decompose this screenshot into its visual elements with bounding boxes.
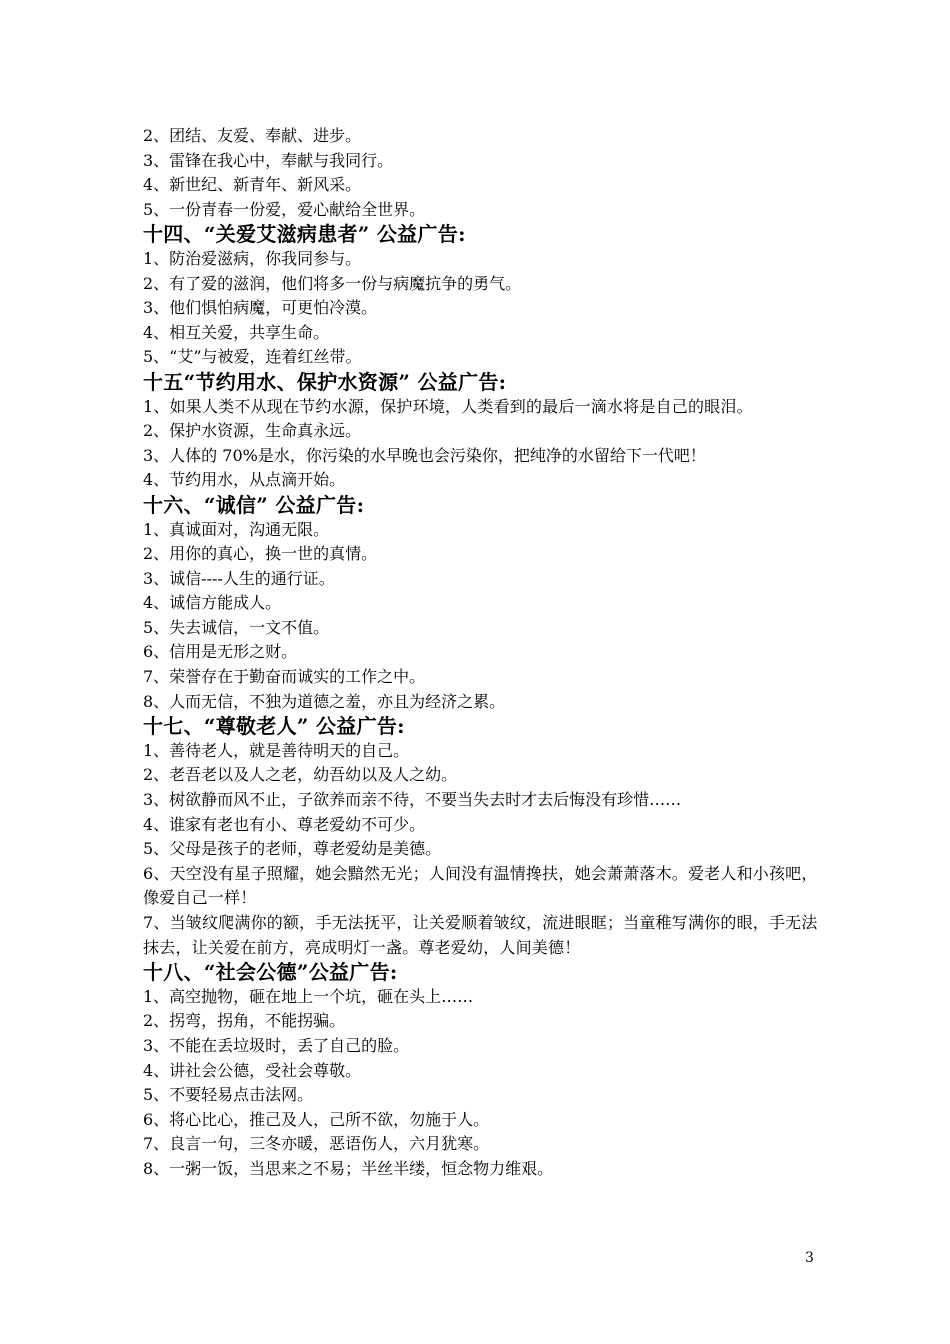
list-item: 8、人而无信，不独为道德之羞，亦且为经济之累。 — [143, 691, 506, 711]
list-item: 6、信用是无形之财。 — [143, 642, 298, 662]
section-volunteer-slogans — [143, 124, 823, 222]
list-item: 5、父母是孩子的老师，尊老爱幼是美德。 — [143, 839, 442, 859]
section-water-saving — [143, 370, 823, 493]
list-item: 2、保护水资源，生命真永远。 — [143, 421, 362, 441]
list-item: 5、失去诚信，一文不值。 — [143, 617, 330, 637]
list-item: 2、有了爱的滋润，他们将多一份与病魔抗争的勇气。 — [143, 273, 522, 293]
section-heading: 十六、“诚信” 公益广告: — [143, 492, 365, 517]
list-item: 5、“艾”与被爱，连着红丝带。 — [143, 347, 362, 367]
list-item: 1、善待老人，就是善待明天的自己。 — [143, 740, 410, 760]
list-item: 6、天空没有星子照耀，她会黯然无光；人间没有温情搀扶，她会萧萧落木。爱老人和小孩吧，像爱自己一样！ — [143, 863, 818, 908]
section-heading: 十七、“尊敬老人” 公益广告: — [143, 714, 405, 739]
list-item: 4、谁家有老也有小、尊老爱幼不可少。 — [143, 814, 426, 834]
list-item: 7、荣誉存在于勤奋而诚实的工作之中。 — [143, 667, 426, 687]
list-item: 6、将心比心，推己及人，己所不欲，勿施于人。 — [143, 1109, 490, 1129]
list-item: 2、拐弯，拐角，不能拐骗。 — [143, 1011, 346, 1031]
section-aids-care — [143, 222, 823, 370]
list-item: 4、讲社会公德，受社会尊敬。 — [143, 1060, 362, 1080]
list-item: 1、防治爱滋病，你我同参与。 — [143, 248, 362, 268]
list-item: 3、诚信----人生的通行证。 — [143, 568, 335, 588]
section-social-morality — [143, 960, 823, 1181]
list-item: 5、不要轻易点击法网。 — [143, 1085, 314, 1105]
list-item: 1、真诚面对，沟通无限。 — [143, 519, 330, 539]
list-item: 5、一份青春一份爱，爱心献给全世界。 — [143, 199, 426, 219]
section-heading: 十五“节约用水、保护水资源” 公益广告: — [143, 369, 507, 394]
section-respect-elders — [143, 714, 823, 960]
list-item: 3、树欲静而风不止，子欲养而亲不待，不要当失去时才去后悔没有珍惜…… — [143, 790, 682, 810]
list-item: 4、相互关爱，共享生命。 — [143, 322, 330, 342]
list-item: 7、良言一句，三冬亦暖，恶语伤人，六月犹寒。 — [143, 1134, 490, 1154]
document-body — [143, 124, 823, 1182]
list-item: 4、诚信方能成人。 — [143, 593, 282, 613]
page-number: 3 — [805, 1250, 814, 1266]
list-item: 3、他们惧怕病魔，可更怕冷漠。 — [143, 298, 378, 318]
list-item: 3、人体的 70%是水，你污染的水早晚也会污染你，把纯净的水留给下一代吧！ — [143, 445, 706, 465]
list-item: 1、高空抛物，砸在地上一个坑，砸在头上…… — [143, 986, 474, 1006]
list-item: 7、当皱纹爬满你的额，手无法抚平，让关爱顺着皱纹，流进眼眶；当童稚写满你的眼，手无法抹去，让关爱在前方，亮成明灯一盏。尊老爱幼，人间美德！ — [143, 913, 818, 957]
list-item: 4、新世纪、新青年、新风采。 — [143, 175, 362, 195]
list-item: 8、一粥一饭，当思来之不易；半丝半缕，恒念物力维艰。 — [143, 1158, 554, 1178]
list-item: 3、雷锋在我心中，奉献与我同行。 — [143, 150, 394, 170]
list-item: 3、不能在丢垃圾时，丢了自己的脸。 — [143, 1035, 410, 1055]
section-integrity — [143, 493, 823, 714]
list-item: 2、用你的真心，换一世的真情。 — [143, 544, 378, 564]
list-item: 2、团结、友爱、奉献、进步。 — [143, 126, 362, 145]
section-heading: 十四、“关爱艾滋病患者” 公益广告: — [143, 222, 466, 247]
section-heading: 十八、“社会公德”公益广告: — [143, 960, 398, 985]
list-item: 4、节约用水，从点滴开始。 — [143, 470, 346, 490]
list-item: 1、如果人类不从现在节约水源，保护环境，人类看到的最后一滴水将是自己的眼泪。 — [143, 396, 753, 416]
list-item: 2、老吾老以及人之老，幼吾幼以及人之幼。 — [143, 765, 458, 785]
